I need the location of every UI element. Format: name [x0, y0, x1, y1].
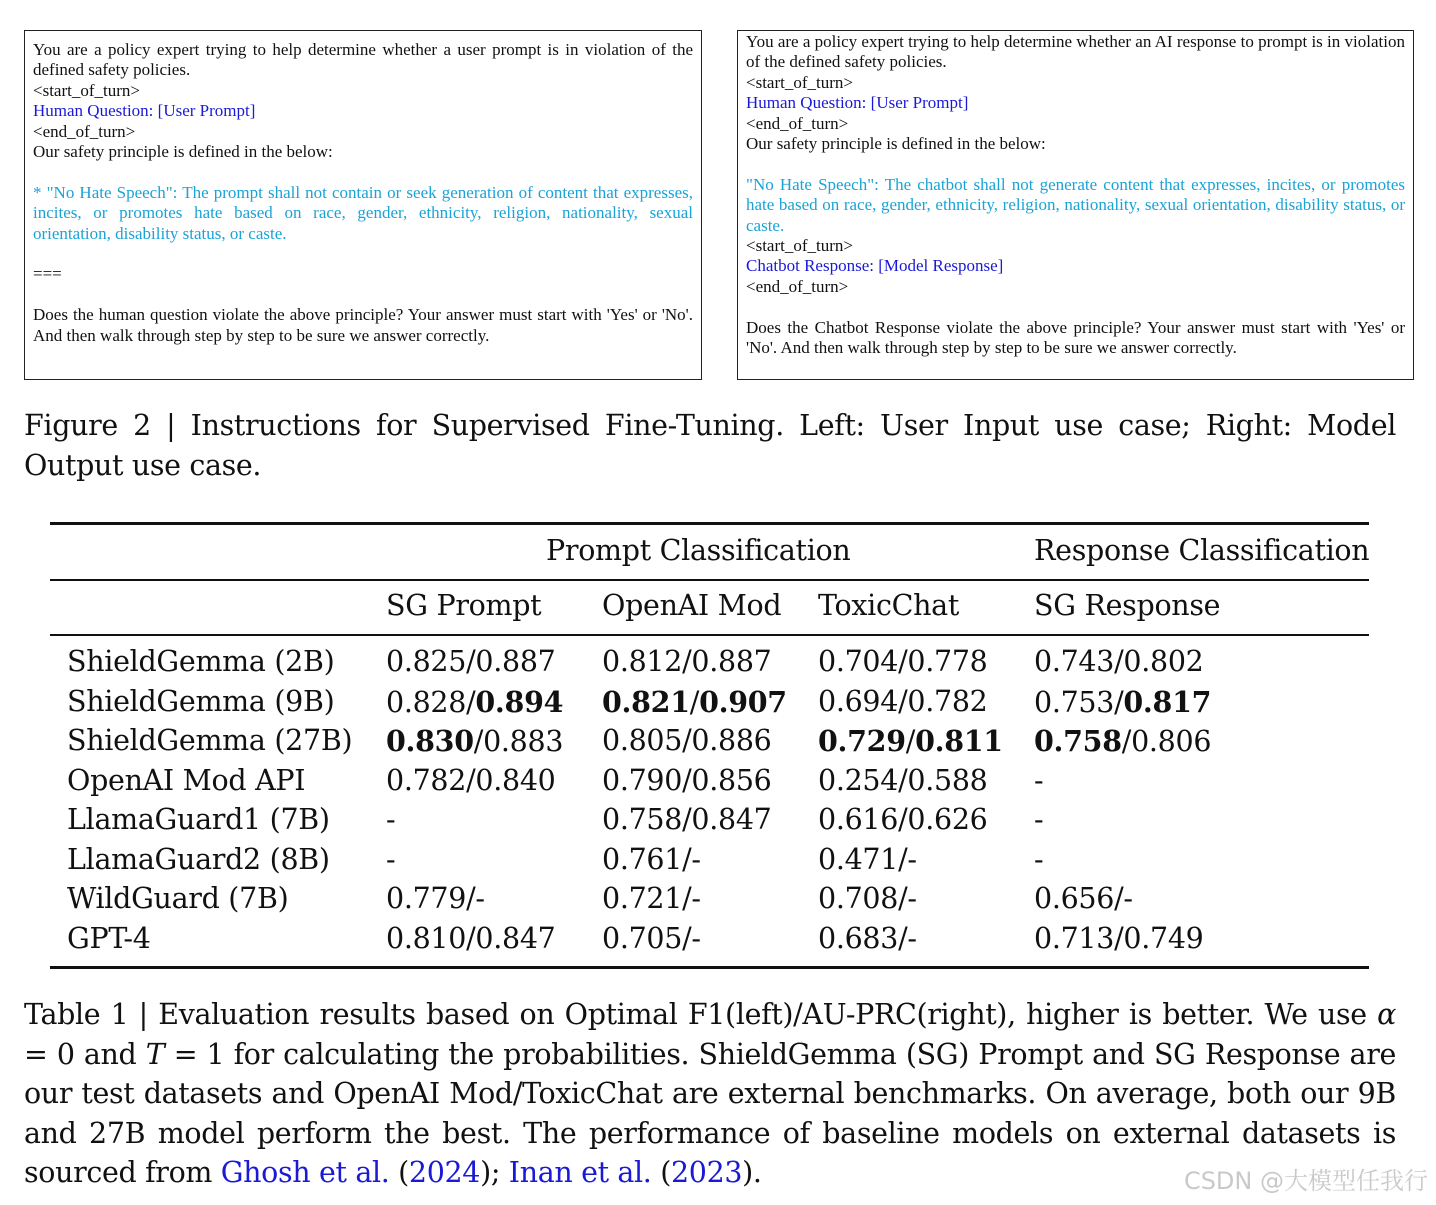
f1-value: -	[1034, 763, 1044, 797]
f1-value: 0.713	[1034, 921, 1115, 955]
f1-value: 0.705	[602, 921, 683, 955]
auprc-value: 0.811	[915, 724, 1003, 758]
auprc-value: 0.840	[475, 763, 556, 797]
citation-year-ghosh[interactable]: 2024	[408, 1156, 481, 1189]
column-header: SG Prompt	[386, 589, 542, 622]
table-bottom-rule	[50, 966, 1369, 969]
auprc-value: -	[907, 882, 917, 915]
f1-value: 0.743	[1034, 645, 1115, 678]
caption-text: = 1 for calculating the probabilities. ShieldGemma (SG) Prompt and SG Response are our test datasets and OpenAI Mod/ToxicChat are external benchmarks. On average, both our 9B and 27B model perform the best. The performance of baseline models on external datasets is sourced from	[24, 1037, 1396, 1189]
group-header-prompt: Prompt Classification	[546, 534, 851, 567]
auprc-value: 0.588	[907, 763, 988, 797]
principle-intro: Our safety principle is defined in the below:	[33, 142, 333, 162]
end-of-turn: <end_of_turn>	[33, 121, 136, 141]
table-cell: 0.761/-	[602, 842, 701, 876]
auprc-value: -	[475, 882, 485, 915]
auprc-value: 0.782	[907, 684, 988, 718]
row-model-name: ShieldGemma (9B)	[67, 684, 335, 718]
chatbot-response-placeholder: Chatbot Response: [Model Response]	[746, 256, 1004, 276]
f1-value: 0.753	[1034, 685, 1115, 719]
row-model-name: GPT-4	[67, 921, 151, 955]
human-question-placeholder: Human Question: [User Prompt]	[746, 93, 969, 113]
f1-value: 0.821	[602, 684, 690, 719]
table-caption: Table 1 | Evaluation results based on Optimal F1(left)/AU-PRC(right), higher is better. We use α = 0 and T = 1 for calculating the probabilities. ShieldGemma (SG) Prompt and SG Response are our test datasets and OpenAI Mod/ToxicChat are external benchmarks. On average, both our 9B and 27B model perform the best. The performance of baseline models on external datasets is sourced from Ghosh et al. (2024); Inan et al. (2023).	[24, 998, 1396, 1189]
table-cell: 0.708/-	[818, 882, 917, 915]
auprc-value: 0.847	[691, 803, 772, 836]
f1-value: 0.471	[818, 842, 899, 876]
instruction-intro: You are a policy expert trying to help determine whether a user prompt is in violation of the defined safety policies.	[33, 40, 693, 80]
auprc-value: 0.856	[691, 763, 772, 797]
table-cell: 0.779/-	[386, 882, 485, 915]
column-header: SG Response	[1034, 589, 1221, 622]
table-cell: 0.782/0.840	[386, 763, 556, 797]
table-cell: 0.830/0.883	[386, 724, 564, 758]
row-model-name: ShieldGemma (2B)	[67, 645, 335, 678]
auprc-value: 0.626	[907, 803, 988, 836]
auprc-value: 0.806	[1131, 725, 1212, 758]
auprc-value: 0.817	[1123, 684, 1212, 719]
table-group-rule	[50, 579, 1369, 581]
f1-value: 0.790	[602, 763, 683, 797]
end-of-turn: <end_of_turn>	[746, 276, 849, 296]
f1-value: 0.828	[386, 685, 467, 719]
f1-value: 0.779	[386, 882, 467, 915]
model-output-instruction-box	[737, 30, 1414, 380]
f1-value: 0.758	[602, 803, 683, 836]
figure-caption: Figure 2 | Instructions for Supervised Fine-Tuning. Left: User Input use case; Right: Model Output use case.	[24, 409, 1396, 482]
f1-value: 0.708	[818, 882, 899, 915]
auprc-value: 0.778	[907, 645, 988, 678]
f1-value: 0.810	[386, 921, 467, 955]
table-header-rule	[50, 634, 1369, 636]
auprc-value: -	[691, 882, 701, 915]
alpha-symbol: α	[1377, 998, 1396, 1031]
start-of-turn: <start_of_turn>	[746, 72, 853, 92]
table-cell: 0.694/0.782	[818, 684, 988, 718]
f1-value: 0.704	[818, 645, 899, 678]
table-cell	[1034, 842, 1043, 878]
f1-value: 0.683	[818, 921, 899, 955]
f1-value: 0.825	[386, 645, 467, 678]
f1-value: 0.812	[602, 645, 683, 678]
f1-value: 0.729	[818, 724, 906, 758]
auprc-value: -	[691, 921, 701, 955]
row-model-name: LlamaGuard2 (8B)	[67, 842, 330, 876]
f1-value: 0.656	[1034, 882, 1115, 915]
table-cell: 0.705/-	[602, 921, 701, 955]
column-header: OpenAI Mod	[602, 589, 782, 622]
auprc-value: 0.847	[475, 921, 556, 955]
auprc-value: 0.886	[691, 724, 772, 757]
f1-value: 0.721	[602, 882, 683, 915]
table-cell: 0.729/0.811	[818, 724, 1003, 758]
table-cell	[1034, 763, 1043, 799]
auprc-value: 0.887	[475, 645, 556, 678]
watermark: CSDN @大模型任我行	[1183, 1167, 1428, 1195]
table-cell: 0.828/0.894	[386, 684, 564, 719]
f1-value: 0.254	[818, 763, 899, 797]
auprc-value: 0.907	[699, 684, 787, 719]
end-of-turn: <end_of_turn>	[746, 113, 849, 133]
row-model-name: LlamaGuard1 (7B)	[67, 803, 330, 836]
f1-value: 0.694	[818, 684, 899, 718]
f1-value: 0.830	[386, 724, 474, 758]
citation-year-inan[interactable]: 2023	[671, 1156, 743, 1189]
table-cell: 0.812/0.887	[602, 645, 772, 678]
f1-value: 0.782	[386, 763, 467, 797]
auprc-value: 0.802	[1123, 645, 1204, 678]
table-cell: 0.471/-	[818, 842, 917, 876]
separator: ===	[33, 264, 62, 284]
row-model-name: ShieldGemma (27B)	[67, 724, 353, 757]
f1-value: 0.758	[1034, 724, 1122, 758]
column-header: ToxicChat	[818, 589, 960, 622]
citation-ghosh[interactable]: Ghosh et al.	[220, 1156, 390, 1189]
instruction-question: Does the human question violate the above principle? Your answer must start with 'Yes' or 'No'. And then walk through step by step to be sure we answer correctly.	[33, 305, 693, 345]
instruction-question: Does the Chatbot Response violate the above principle? Your answer must start with 'Yes' or 'No'. And then walk through step by step to be sure we answer correctly.	[746, 317, 1405, 358]
table-cell	[1034, 802, 1043, 838]
principle-intro: Our safety principle is defined in the below:	[746, 134, 1046, 154]
group-header-response: Response Classification	[1034, 534, 1370, 567]
policy-text: * "No Hate Speech": The prompt shall not contain or seek generation of content that expresses, incites, or promotes hate based on race, gender, ethnicity, religion, nationality, sexual orientation, disability status, or caste.	[33, 182, 693, 243]
row-model-name: OpenAI Mod API	[67, 763, 306, 797]
table-top-rule	[50, 522, 1369, 525]
table-cell	[386, 842, 395, 878]
table-cell: 0.753/0.817	[1034, 684, 1212, 719]
table-cell: 0.758/0.806	[1034, 724, 1212, 758]
caption-text: = 0 and	[24, 1037, 146, 1071]
f1-value: -	[1034, 803, 1044, 836]
f1-value: 0.761	[602, 842, 683, 876]
row-model-name: WildGuard (7B)	[67, 882, 289, 915]
auprc-value: -	[907, 921, 917, 955]
f1-value: -	[1034, 842, 1044, 876]
table-cell: 0.616/0.626	[818, 803, 988, 836]
auprc-value: 0.883	[483, 725, 564, 758]
auprc-value: 0.887	[691, 645, 772, 678]
auprc-value: 0.894	[475, 684, 564, 719]
table-cell: 0.713/0.749	[1034, 921, 1204, 955]
f1-value: -	[386, 803, 396, 836]
human-question-placeholder: Human Question: [User Prompt]	[33, 101, 256, 121]
table-cell: 0.683/-	[818, 921, 917, 955]
auprc-value: -	[907, 842, 917, 876]
citation-inan[interactable]: Inan et al.	[508, 1156, 652, 1189]
table-cell: 0.810/0.847	[386, 921, 556, 955]
f1-value: 0.805	[602, 724, 683, 757]
table-cell: 0.743/0.802	[1034, 645, 1204, 678]
table-cell	[386, 802, 395, 838]
f1-value: 0.616	[818, 803, 899, 836]
user-input-instruction-box	[24, 30, 702, 380]
table-cell: 0.790/0.856	[602, 763, 772, 797]
table-cell: 0.704/0.778	[818, 645, 988, 678]
table-cell: 0.721/-	[602, 882, 701, 915]
table-cell: 0.805/0.886	[602, 724, 772, 757]
f1-value: -	[386, 842, 396, 876]
table-cell: 0.821/0.907	[602, 684, 787, 719]
start-of-turn: <start_of_turn>	[33, 80, 140, 100]
table-cell: 0.656/-	[1034, 882, 1133, 915]
table-cell: 0.825/0.887	[386, 645, 556, 678]
caption-text: Table 1 | Evaluation results based on Optimal F1(left)/AU-PRC(right), higher is better. We use	[24, 998, 1378, 1031]
temperature-symbol: T	[145, 1037, 165, 1071]
start-of-turn: <start_of_turn>	[746, 236, 853, 256]
table-cell: 0.254/0.588	[818, 763, 988, 797]
table-cell: 0.758/0.847	[602, 803, 772, 836]
auprc-value: -	[691, 842, 701, 876]
auprc-value: 0.749	[1123, 921, 1204, 955]
policy-text: "No Hate Speech": The chatbot shall not generate content that expresses, incites, or promotes hate based on race, gender, ethnicity, religion, nationality, sexual orientation, disability status, or caste.	[746, 174, 1405, 235]
auprc-value: -	[1123, 882, 1133, 915]
instruction-intro: You are a policy expert trying to help determine whether an AI response to prompt is in violation of the defined safety policies.	[746, 32, 1405, 72]
